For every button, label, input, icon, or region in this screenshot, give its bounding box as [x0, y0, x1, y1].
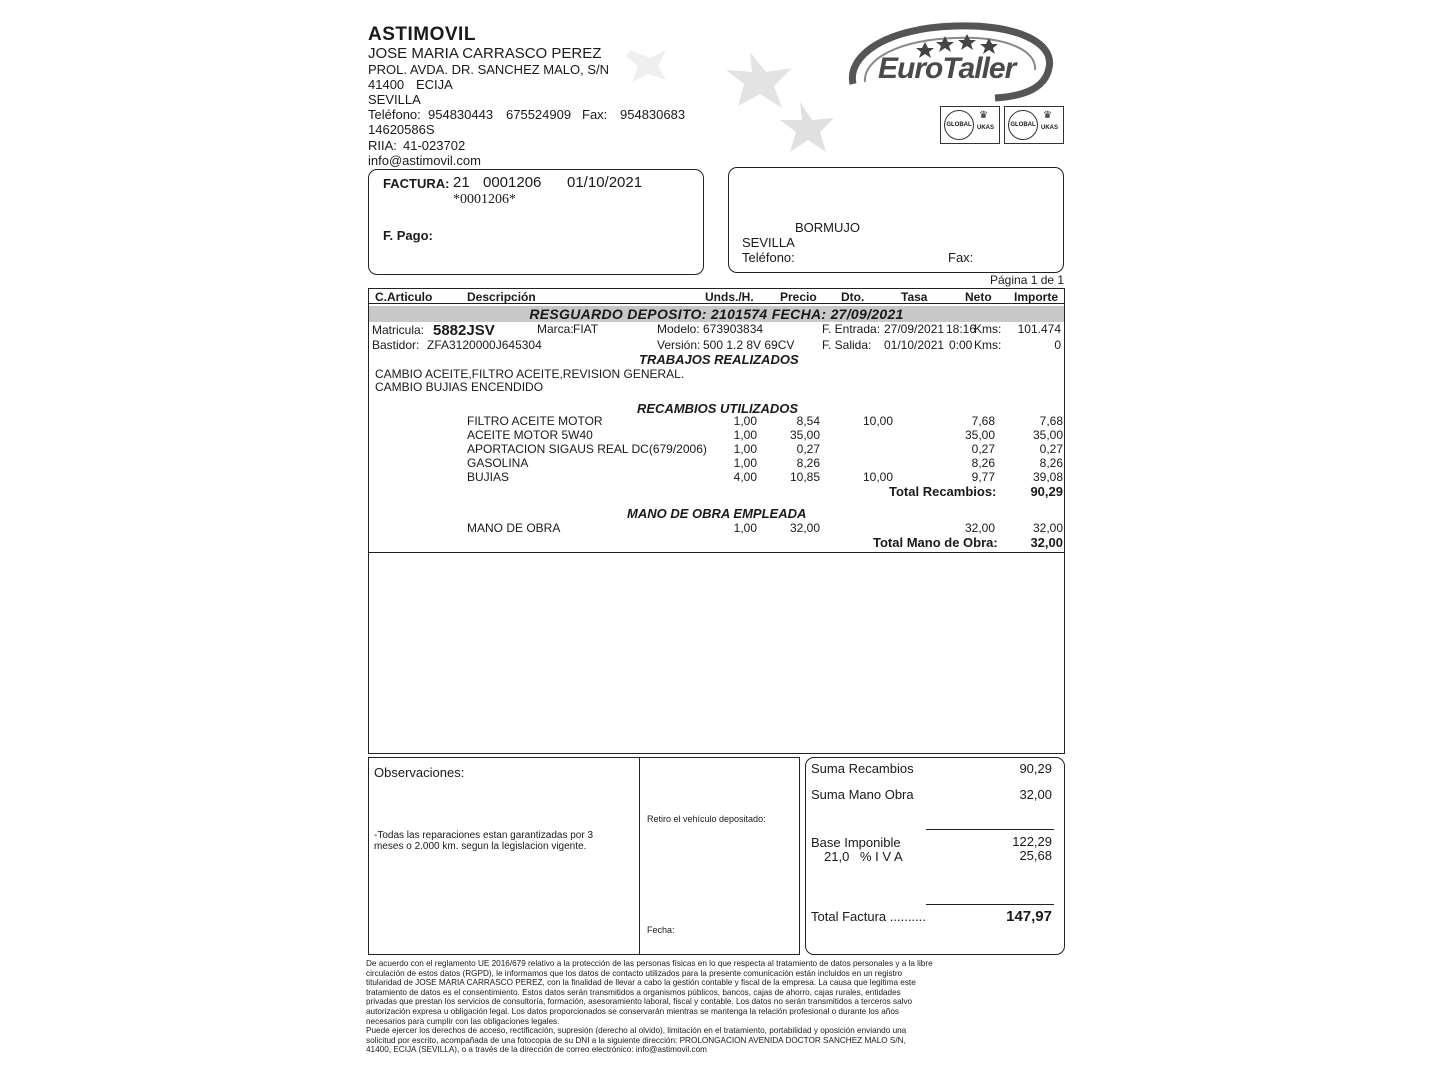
totals-box: [805, 757, 1065, 955]
items-table: [368, 288, 1065, 754]
legal-line: Puede ejercer los derechos de acceso, rectificación, supresión (derecho al olvido), limitación en el tratamiento, portabilidad y oposición enviando una: [366, 1026, 907, 1036]
item-precio: 0,27: [796, 442, 820, 456]
salida-date: 01/10/2021: [884, 338, 945, 352]
legal-line: privadas que prestan los servicios de consultoría, formación, asesoramiento laboral, fiscal y contable. Los datos no serán transmitidos a terceros salvo: [366, 997, 913, 1007]
total-recambios-value: 90,29: [1030, 484, 1063, 499]
mano-obra-title: MANO DE OBRA EMPLEADA: [627, 506, 807, 521]
iva-value: 25,68: [1019, 848, 1052, 863]
item-importe: 35,00: [1032, 428, 1063, 442]
item-neto: 8,26: [971, 456, 995, 470]
legal-line: autorización expresa u obligación legal. Los datos proporcionados se conservarán mientras se mantenga la relación profesional o durante los años: [366, 1006, 899, 1016]
observations-divider: [639, 758, 640, 954]
company-riia: 41-023702: [403, 138, 466, 153]
guarantee-line-1: -Todas las reparaciones estan garantizadas por 3: [374, 830, 594, 841]
col-dto: Dto.: [841, 290, 865, 304]
company-name: ASTIMOVIL: [368, 24, 476, 45]
table-row: [369, 470, 1065, 484]
col-descripcion: Descripción: [467, 290, 536, 304]
company-nif: 14620586S: [368, 122, 435, 137]
pago-label: F. Pago:: [383, 228, 433, 243]
col-tasa: Tasa: [901, 290, 928, 304]
marca-label: Marca:: [537, 322, 574, 336]
ukas-mark: UKAS: [1041, 125, 1059, 131]
item-precio: 8,54: [796, 414, 820, 428]
salida-time: 0:00: [949, 338, 973, 352]
legal-line: De acuerdo con el reglamento UE 2016/679 relativo a la protección de las personas físicas en lo que respecta al tratamiento de datos personales y a la libre: [366, 959, 933, 968]
bastidor-label: Bastidor:: [372, 338, 420, 352]
subtotal-rule: [926, 829, 1054, 830]
invoice-barcode-text: *0001206*: [453, 192, 516, 207]
item-importe: 0,27: [1039, 442, 1063, 456]
iva-label: % I V A: [860, 849, 903, 864]
base-label: Base Imponible: [811, 835, 901, 850]
crown-icon: ♛: [979, 110, 988, 121]
item-precio: 35,00: [789, 428, 820, 442]
item-desc: ACEITE MOTOR 5W40: [467, 428, 593, 442]
col-neto: Neto: [965, 290, 992, 304]
entrada-date: 27/09/2021: [884, 322, 945, 336]
item-importe: 8,26: [1039, 456, 1063, 470]
item-neto: 0,27: [971, 442, 995, 456]
item-desc: BUJIAS: [467, 470, 510, 484]
bastidor-value: ZFA3120000J645304: [427, 338, 542, 352]
deposit-banner: RESGUARDO DEPOSITO: 2101574 FECHA: 27/09/2021: [369, 306, 1064, 322]
company-fax: 954830683: [620, 107, 686, 122]
company-province: SEVILLA: [368, 92, 421, 107]
item-neto: 35,00: [964, 428, 995, 442]
legal-line: titularidad de JOSE MARIA CARRASCO PEREZ, con la finalidad de llevar a cabo la gestión contable y fiscal de la empresa. La causa que legitima este: [366, 978, 916, 988]
page-indicator: Página 1 de 1: [990, 273, 1065, 287]
item-neto: 9,77: [971, 470, 995, 484]
table-row: [369, 428, 1065, 442]
kms-entrada: 101.474: [1017, 322, 1061, 336]
client-town: BORMUJO: [795, 220, 860, 235]
total-factura-value: 147,97: [1006, 908, 1052, 925]
kms-label-2: Kms:: [974, 338, 1002, 352]
col-unds: Unds./H.: [705, 290, 754, 304]
fecha-label: Fecha:: [647, 925, 675, 935]
table-row: [369, 414, 1065, 428]
company-phone2: 675524909: [506, 107, 572, 122]
certification-badge-2: [1004, 106, 1064, 144]
trabajo-line-1: CAMBIO ACEITE,FILTRO ACEITE,REVISION GENERAL.: [375, 367, 685, 381]
version-value: 500 1.2 8V 69CV: [703, 338, 795, 352]
company-postal: 41400: [368, 77, 405, 92]
client-phone-label: Teléfono:: [742, 250, 795, 265]
iva-rate: 21,0: [824, 849, 850, 864]
item-importe: 7,68: [1039, 414, 1063, 428]
item-precio: 32,00: [789, 521, 820, 535]
item-dto: 10,00: [863, 414, 894, 428]
version-label: Versión:: [657, 338, 701, 352]
legal-line: solicitud por escrito, acompañada de una fotocopia de su DNI a la siguiente dirección: PROLONGACION AVENIDA DOCTOR SANCHEZ MALO S/N,: [366, 1035, 906, 1045]
client-province: SEVILLA: [742, 235, 795, 250]
table-row: [369, 442, 1065, 456]
global-seal-icon: GLOBAL: [944, 110, 974, 140]
certification-badge-1: [940, 106, 1000, 144]
total-mano-value: 32,00: [1030, 535, 1063, 550]
item-precio: 10,85: [789, 470, 820, 484]
item-neto: 7,68: [971, 414, 995, 428]
global-seal-icon: GLOBAL: [1008, 110, 1038, 140]
entrada-time: 18:16: [946, 322, 977, 336]
invoice-number: 0001206: [483, 174, 542, 191]
suma-mano-label: Suma Mano Obra: [811, 787, 914, 802]
guarantee-line-2: meses o 2.000 km. segun la legislacion vigente.: [374, 841, 587, 852]
legal-line: circulación de estos datos (RGPD), le informamos que los datos de contacto utilizados para la presente comunicación están incluidos en un registro: [366, 968, 903, 978]
observations-box: [368, 757, 800, 955]
company-owner: JOSE MARIA CARRASCO PEREZ: [368, 45, 602, 62]
table-row: [369, 456, 1065, 470]
total-mano-label: Total Mano de Obra:: [873, 535, 998, 550]
total-factura-label: Total Factura ..........: [811, 909, 926, 924]
matricula-label: Matricula:: [372, 323, 425, 337]
legal-line: necesarios para cumplir con las obligaciones legales.: [366, 1016, 560, 1026]
factura-label: FACTURA:: [383, 176, 450, 191]
item-unds: 1,00: [733, 521, 757, 535]
salida-label: F. Salida:: [822, 338, 872, 352]
company-fax-label: Fax:: [582, 107, 608, 122]
client-box: [728, 167, 1064, 273]
entrada-label: F. Entrada:: [822, 322, 881, 336]
crown-icon: ♛: [1043, 110, 1052, 121]
ukas-mark: UKAS: [977, 125, 995, 131]
decorative-stars: [430, 20, 870, 170]
company-riia-label: RIIA:: [368, 138, 397, 153]
legal-line: tratamiento de datos es el consentimiento. Estos datos serán transmitidos a organismos públicos, bancos, cajas de ahorro, cajas rurales, entidades: [366, 987, 901, 997]
item-unds: 1,00: [733, 442, 757, 456]
item-desc: APORTACION SIGAUS REAL DC(679/2006): [467, 442, 707, 456]
modelo-value: 673903834: [703, 322, 764, 336]
suma-recambios-value: 90,29: [1019, 761, 1052, 776]
trabajos-title: TRABAJOS REALIZADOS: [639, 352, 799, 367]
company-phone-label: Teléfono:: [368, 107, 421, 122]
item-desc: FILTRO ACEITE MOTOR: [467, 414, 603, 428]
company-email: info@astimovil.com: [368, 153, 481, 168]
suma-mano-value: 32,00: [1019, 787, 1052, 802]
retiro-label: Retiro el vehículo depositado:: [647, 814, 766, 824]
invoice-box: [368, 169, 704, 275]
item-importe: 32,00: [1032, 521, 1063, 535]
company-phone1: 954830443: [428, 107, 494, 122]
company-address: PROL. AVDA. DR. SANCHEZ MALO, S/N: [368, 62, 610, 77]
invoice-series: 21: [453, 174, 470, 191]
item-importe: 39,08: [1032, 470, 1063, 484]
trabajo-line-2: CAMBIO BUJIAS ENCENDIDO: [375, 380, 544, 394]
item-desc: MANO DE OBRA: [467, 521, 561, 535]
item-desc: GASOLINA: [467, 456, 529, 470]
kms-salida: 0: [1054, 338, 1061, 352]
total-rule: [926, 904, 1054, 905]
col-precio: Precio: [780, 290, 817, 304]
section-divider: [369, 552, 1064, 553]
item-unds: 1,00: [733, 414, 757, 428]
item-precio: 8,26: [796, 456, 820, 470]
matricula-value: 5882JSV: [433, 322, 495, 339]
suma-recambios-label: Suma Recambios: [811, 761, 914, 776]
client-fax-label: Fax:: [948, 250, 974, 265]
col-articulo: C.Articulo: [375, 290, 433, 304]
invoice-date: 01/10/2021: [567, 174, 643, 191]
item-unds: 1,00: [733, 428, 757, 442]
logo-text: EuroTaller: [878, 52, 1016, 85]
kms-label: Kms:: [974, 322, 1002, 336]
legal-line: 41400, ECIJA (SEVILLA), o a través de la dirección de correo electrónico: info@astimovil.com: [366, 1045, 707, 1055]
legal-notice: [366, 959, 1066, 1055]
observaciones-label: Observaciones:: [374, 765, 465, 780]
table-row: [369, 521, 1065, 535]
item-neto: 32,00: [964, 521, 995, 535]
total-recambios-label: Total Recambios:: [889, 484, 997, 499]
recambios-title: RECAMBIOS UTILIZADOS: [637, 401, 799, 416]
company-city: ECIJA: [416, 77, 453, 92]
modelo-label: Modelo:: [657, 322, 700, 336]
item-unds: 1,00: [733, 456, 757, 470]
col-importe: Importe: [1014, 290, 1059, 304]
table-header: [369, 289, 1064, 304]
base-value: 122,29: [1012, 834, 1052, 849]
marca-value: FIAT: [573, 322, 599, 336]
item-unds: 4,00: [733, 470, 757, 484]
item-dto: 10,00: [863, 470, 894, 484]
